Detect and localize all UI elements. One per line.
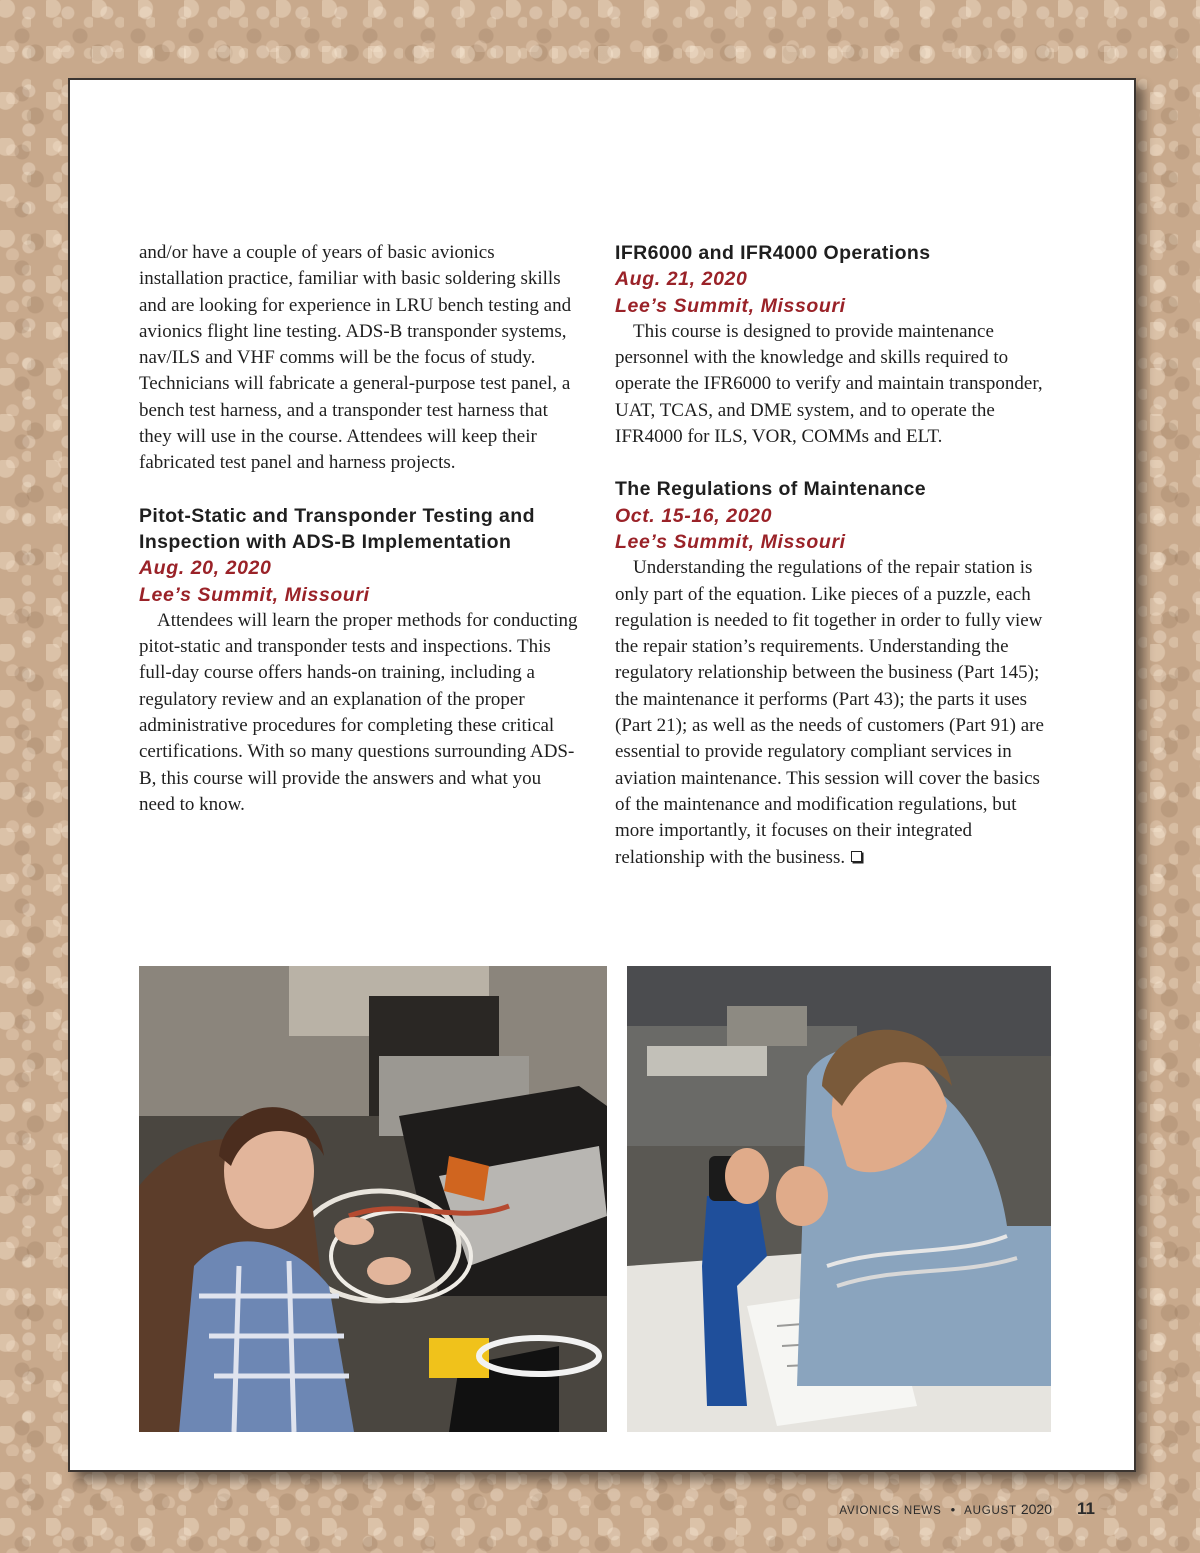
course-description-pitot-static: Attendees will learn the proper methods for conducting pitot-static and transponder tests and inspections. This full-day course offers hands-on training, including a regulatory review and an explanation of the proper administrative procedures for completing these critical certifications. With so many questions surrounding ADS-B, this course will provide the answers and what you need to know.: [139, 609, 578, 815]
photo-technician-wiring-harness-illustration: [139, 966, 607, 1432]
footer-month: AUGUST: [964, 1505, 1017, 1517]
course-description-regulations: [615, 555, 1055, 871]
article-page: [68, 78, 1136, 1472]
left-column: [139, 240, 579, 818]
course-date-regulations: Oct. 15-16, 2020: [615, 504, 773, 527]
right-column: [615, 240, 1055, 871]
footer-page-number: 11: [1077, 1499, 1095, 1518]
course-title-ifr: IFR6000 and IFR4000 Operations: [615, 242, 931, 264]
intro-paragraph: and/or have a couple of years of basic avionics installation practice, familiar with basic soldering skills and are looking for experience in LRU bench testing and avionics flight line testing. ADS-B transponder systems, nav/ILS and VHF comms will be the focus of study. Technicians will fabricate a general-purpose test panel, a bench test harness, and a transponder test harness that they will use in the course. Attendees will keep their fabricated test panel and harness projects.: [139, 242, 572, 474]
course-location-pitot-static: Lee’s Summit, Missouri: [139, 583, 370, 606]
course-date-ifr: Aug. 21, 2020: [615, 268, 748, 291]
course-date-pitot-static: Aug. 20, 2020: [139, 557, 272, 580]
footer-separator: •: [950, 1502, 956, 1517]
course-description-ifr: This course is designed to provide maintenance personnel with the knowledge and skills required to operate the IFR6000 to verify and maintain transponder, UAT, TCAS, and DME system, and to operate the IFR4000 for ILS, VOR, COMMs and ELT.: [615, 320, 1043, 448]
end-of-article-box-icon: [851, 851, 862, 862]
course-title-regulations: The Regulations of Maintenance: [615, 478, 927, 501]
footer-publication: AVIONICS NEWS: [839, 1505, 942, 1517]
page-footer: [839, 1499, 1095, 1519]
photo-technician-wiring-harness: [139, 966, 607, 1432]
course-title-pitot-static: Pitot-Static and Transponder Testing and Inspection with ADS-B Implementation: [139, 504, 535, 553]
course-description-regulations-text: Understanding the regulations of the repair station is only part of the equation. Like pieces of a puzzle, each regulation is needed to fit together in order to fully view the repair station’s requirements. Understanding the regulatory relationship between the business (Part 145); the maintenance it performs (Part 43); the parts it uses (Part 21); as well as the needs of customers (Part 91) are essential to provide regulatory compliant services in aviation maintenance. This session will cover the basics of the maintenance and modification regulations, but more importantly, it focuses on their integrated relationship with the business.: [615, 557, 1044, 868]
photo-technician-heat-gun: [627, 966, 1051, 1432]
course-location-regulations: Lee’s Summit, Missouri: [615, 530, 846, 553]
course-location-ifr: Lee’s Summit, Missouri: [615, 294, 846, 317]
photo-technician-heat-gun-illustration: [627, 966, 1051, 1432]
footer-year: 2020: [1020, 1501, 1053, 1517]
